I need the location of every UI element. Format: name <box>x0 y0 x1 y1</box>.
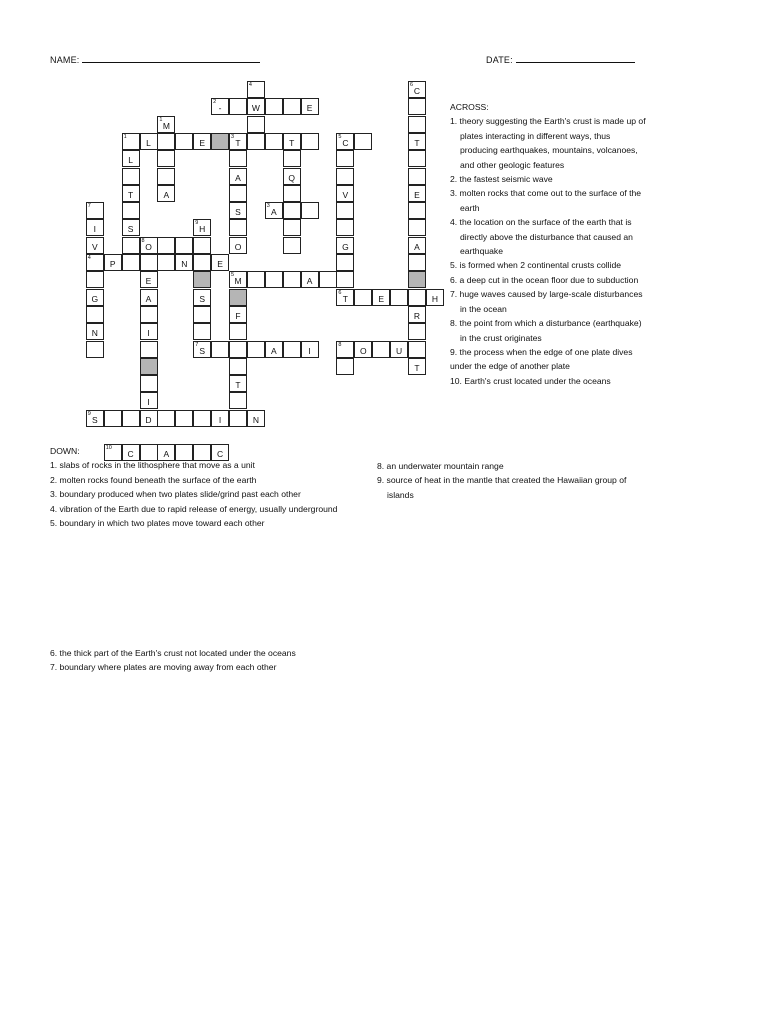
crossword-cell[interactable] <box>265 98 283 115</box>
cell-letter: E <box>217 259 223 269</box>
crossword-cell[interactable] <box>140 306 158 323</box>
crossword-cell[interactable] <box>283 150 301 167</box>
crossword-cell[interactable] <box>193 133 211 150</box>
cell-letter: H <box>199 224 206 235</box>
cell-letter: C <box>413 86 421 96</box>
cell-letter: A <box>163 449 170 460</box>
crossword-cell[interactable] <box>319 271 337 288</box>
clue-line: 7. huge waves caused by large-scale disturbances <box>450 289 643 300</box>
cell-letter: T <box>414 137 420 148</box>
clue-line: 9. source of heat in the mantle that created the Hawaiian group of <box>377 475 627 486</box>
cell-letter: T <box>235 137 241 148</box>
crossword-cell[interactable] <box>372 289 390 306</box>
crossword-cell[interactable] <box>122 237 140 254</box>
cell-number: 7 <box>87 203 91 210</box>
cell-letter: F <box>235 310 241 321</box>
down-clues-right <box>377 459 677 502</box>
crossword-cell[interactable] <box>301 341 319 358</box>
crossword-cell[interactable] <box>229 168 247 185</box>
crossword-cell[interactable] <box>140 392 158 409</box>
crossword-cell[interactable] <box>157 168 175 185</box>
clue-line: 1. slabs of rocks in the lithosphere that move as a unit <box>50 460 255 471</box>
clue-line: 8. the point from which a disturbance (earthquake) <box>450 318 642 329</box>
cell-letter: I <box>93 224 96 235</box>
cell-letter: O <box>359 345 367 356</box>
crossword-cell[interactable] <box>140 410 158 427</box>
crossword-cell[interactable] <box>336 341 354 358</box>
crossword-cell[interactable] <box>354 341 372 358</box>
cell-letter: U <box>396 345 403 356</box>
cell-letter: G <box>342 241 349 252</box>
cell-letter: M <box>162 120 170 131</box>
shaded-cell <box>211 133 229 150</box>
cell-letter: N <box>181 259 188 269</box>
crossword-cell[interactable] <box>426 289 444 306</box>
crossword-cell[interactable] <box>336 254 354 271</box>
crossword-cell[interactable] <box>193 237 211 254</box>
crossword-cell[interactable] <box>301 98 319 115</box>
crossword-cell[interactable] <box>265 133 283 150</box>
crossword-cell[interactable] <box>408 185 426 202</box>
crossword-cell[interactable] <box>175 254 193 271</box>
crossword-cell[interactable] <box>301 133 319 150</box>
cell-letter: E <box>378 293 385 304</box>
cell-letter: T <box>342 293 348 304</box>
cell-letter: C <box>127 449 134 460</box>
crossword-cell[interactable] <box>301 271 319 288</box>
crossword-cell[interactable] <box>408 133 426 150</box>
cell-number: 3 <box>266 203 270 210</box>
crossword-cell[interactable] <box>157 133 175 150</box>
crossword-cell[interactable] <box>193 219 211 236</box>
cell-letter: N <box>91 328 98 339</box>
crossword-cell[interactable] <box>157 185 175 202</box>
crossword-cell[interactable] <box>193 289 211 306</box>
clue-line: 2. the fastest seismic wave <box>450 174 553 185</box>
crossword-cell[interactable] <box>140 271 158 288</box>
clue-line: and other geologic features <box>460 159 565 170</box>
cell-letter: E <box>199 137 206 148</box>
crossword-cell[interactable] <box>229 98 247 115</box>
crossword-cell[interactable] <box>390 341 408 358</box>
crossword-cell[interactable] <box>229 202 247 219</box>
cell-letter: A <box>163 189 170 200</box>
cell-number: 5 <box>338 133 342 140</box>
clue-line: 3. boundary produced when two plates slide/grind past each other <box>50 489 301 500</box>
cell-number: 8 <box>141 237 145 244</box>
shaded-cell <box>140 358 158 375</box>
cell-letter: O <box>145 241 152 252</box>
crossword-cell[interactable] <box>157 254 175 271</box>
clue-line: producing earthquakes, mountains, volcanoes, <box>460 145 638 156</box>
crossword-cell[interactable] <box>229 341 247 358</box>
cell-letter: I <box>147 328 150 339</box>
clue-line: 8. an underwater mountain range <box>377 461 504 471</box>
crossword-cell[interactable] <box>175 237 193 254</box>
crossword-cell[interactable] <box>408 237 426 254</box>
crossword-cell[interactable] <box>229 133 247 150</box>
crossword-cell[interactable] <box>247 410 265 427</box>
crossword-cell[interactable] <box>229 306 247 323</box>
crossword-cell[interactable] <box>390 289 408 306</box>
crossword-cell[interactable] <box>211 410 229 427</box>
crossword-cell[interactable] <box>157 410 175 427</box>
crossword-cell[interactable] <box>283 133 301 150</box>
crossword-cell[interactable] <box>211 341 229 358</box>
crossword-cell[interactable] <box>408 323 426 340</box>
crossword-cell[interactable] <box>229 150 247 167</box>
crossword-cell[interactable] <box>408 168 426 185</box>
crossword-cell[interactable] <box>140 375 158 392</box>
crossword-cell[interactable] <box>408 81 426 98</box>
shaded-cell <box>193 271 211 288</box>
cell-letter: A <box>145 293 152 304</box>
crossword-cell[interactable] <box>336 358 354 375</box>
cell-letter: C <box>342 137 349 148</box>
cell-letter: A <box>306 276 313 287</box>
crossword-cell[interactable] <box>86 289 104 306</box>
clue-line: in the ocean <box>460 303 507 314</box>
clue-line: earthquake <box>460 246 504 257</box>
crossword-cell[interactable] <box>229 358 247 375</box>
crossword-cell[interactable] <box>122 410 140 427</box>
cell-letter: V <box>91 241 98 252</box>
clue-line: in the crust originates <box>460 332 542 343</box>
cell-letter: G <box>91 293 99 304</box>
crossword-cell[interactable] <box>211 254 229 271</box>
down-heading: DOWN: <box>50 446 80 456</box>
cell-letter: S <box>127 224 134 235</box>
crossword-cell[interactable] <box>408 116 426 133</box>
crossword-cell[interactable] <box>301 202 319 219</box>
clue-line: plates interacting in different ways, thus <box>460 130 611 141</box>
shaded-cell <box>229 289 247 306</box>
clue-line: islands <box>387 489 414 500</box>
crossword-cell[interactable] <box>104 254 122 271</box>
cell-letter: T <box>414 362 420 373</box>
clue-line: 9. the process when the edge of one plate dives <box>450 346 633 357</box>
cell-number: 2 <box>213 99 217 106</box>
crossword-cell[interactable] <box>247 98 265 115</box>
crossword-cell[interactable] <box>408 341 426 358</box>
crossword-cell[interactable] <box>140 323 158 340</box>
crossword-cell[interactable] <box>122 202 140 219</box>
crossword-cell[interactable] <box>122 133 140 150</box>
crossword-cell[interactable] <box>283 219 301 236</box>
cell-number: 9 <box>87 410 91 417</box>
cell-letter: A <box>270 345 277 356</box>
cell-letter: N <box>252 414 259 425</box>
crossword-cell[interactable] <box>86 306 104 323</box>
cell-letter: S <box>235 207 241 218</box>
clue-line: 3. molten rocks that come out to the surface of the <box>450 188 642 199</box>
clue-line: 4. the location on the surface of the earth that is <box>450 217 632 228</box>
crossword-cell[interactable] <box>336 219 354 236</box>
crossword-cell[interactable] <box>211 98 229 115</box>
crossword-cell[interactable] <box>104 410 122 427</box>
clue-line: 6. the thick part of the Earth's crust not located under the oceans <box>50 648 296 658</box>
crossword-cell[interactable] <box>193 341 211 358</box>
crossword-cell[interactable] <box>122 168 140 185</box>
crossword-cell[interactable] <box>247 271 265 288</box>
crossword-cell[interactable] <box>229 323 247 340</box>
cell-letter: C <box>217 449 224 460</box>
crossword-cell[interactable] <box>336 150 354 167</box>
crossword-cell[interactable] <box>336 133 354 150</box>
crossword-cell[interactable] <box>283 185 301 202</box>
crossword-cell[interactable] <box>408 358 426 375</box>
cell-letter: - <box>218 103 222 114</box>
cell-letter: I <box>308 345 311 356</box>
crossword-cell[interactable] <box>229 410 247 427</box>
crossword-cell[interactable] <box>408 289 426 306</box>
crossword-cell[interactable] <box>336 168 354 185</box>
crossword-cell[interactable] <box>140 133 158 150</box>
crossword-cell[interactable] <box>229 237 247 254</box>
crossword-cell[interactable] <box>408 202 426 219</box>
cell-letter: H <box>431 293 438 304</box>
crossword-cell[interactable] <box>283 168 301 185</box>
crossword-cell[interactable] <box>86 410 104 427</box>
crossword-cell[interactable] <box>157 116 175 133</box>
crossword-cell[interactable] <box>336 271 354 288</box>
crossword-cell[interactable] <box>283 271 301 288</box>
crossword-cell[interactable] <box>122 219 140 236</box>
crossword-cell[interactable] <box>336 237 354 254</box>
cell-letter: P <box>109 259 116 269</box>
clue-line: 2. molten rocks found beneath the surface of the earth <box>50 474 257 485</box>
cell-number: 4 <box>87 255 91 261</box>
cell-letter: W <box>251 103 260 114</box>
crossword-cell[interactable] <box>283 237 301 254</box>
crossword-cell[interactable] <box>193 254 211 271</box>
crossword-cell[interactable] <box>247 133 265 150</box>
crossword-cell[interactable] <box>86 237 104 254</box>
clue-line: 7. boundary where plates are moving away from each other <box>50 662 277 673</box>
clue-line: 6. a deep cut in the ocean floor due to subduction <box>450 274 639 285</box>
crossword-cell[interactable] <box>86 219 104 236</box>
crossword-cell[interactable] <box>247 116 265 133</box>
cell-letter: Q <box>288 172 295 183</box>
crossword-cell[interactable] <box>408 306 426 323</box>
clue-line: 1. theory suggesting the Earth's crust is made up of <box>450 116 646 127</box>
crossword-cell[interactable] <box>408 219 426 236</box>
cell-letter: T <box>127 189 134 200</box>
name-label: NAME: <box>50 55 80 65</box>
crossword-cell[interactable] <box>265 341 283 358</box>
cell-letter: S <box>199 293 206 304</box>
crossword-cell[interactable] <box>193 306 211 323</box>
crossword-cell[interactable] <box>86 271 104 288</box>
crossword-cell[interactable] <box>175 133 193 150</box>
crossword-cell[interactable] <box>229 375 247 392</box>
cell-letter: A <box>235 172 241 183</box>
cell-number: 4 <box>248 82 252 88</box>
down-clues <box>50 444 390 530</box>
cell-letter: A <box>270 207 277 218</box>
across-heading: ACROSS: <box>450 102 489 112</box>
crossword-cell[interactable] <box>283 98 301 115</box>
cell-letter: A <box>414 241 420 252</box>
crossword-cell[interactable] <box>283 202 301 219</box>
down-clues-bottom <box>50 646 390 675</box>
cell-number: 9 <box>195 220 199 227</box>
cell-letter: O <box>234 241 242 252</box>
across-clues <box>450 100 750 388</box>
cell-number: 3 <box>231 133 235 140</box>
crossword-cell[interactable] <box>193 410 211 427</box>
cell-number: 6 <box>338 289 342 296</box>
shaded-cell <box>408 271 426 288</box>
clue-line: 4. vibration of the Earth due to rapid release of energy, usually underground <box>50 503 338 514</box>
clue-line: directly above the disturbance that caused an <box>460 231 633 242</box>
cell-letter: V <box>342 189 349 200</box>
crossword-cell[interactable] <box>122 185 140 202</box>
date-label: DATE: <box>486 55 513 65</box>
crossword-cell[interactable] <box>122 150 140 167</box>
cell-letter: D <box>145 414 152 425</box>
cell-number: 7 <box>195 341 199 348</box>
cell-number: 6 <box>410 82 414 88</box>
crossword-cell[interactable] <box>229 271 247 288</box>
crossword-cell[interactable] <box>140 254 158 271</box>
crossword-cell[interactable] <box>86 254 104 271</box>
crossword-cell[interactable] <box>193 323 211 340</box>
cell-letter: S <box>91 414 98 425</box>
crossword-cell[interactable] <box>247 81 265 98</box>
crossword-cell[interactable] <box>86 202 104 219</box>
cell-letter: I <box>218 414 222 425</box>
clue-line: 10. Earth's crust located under the oceans <box>450 375 611 386</box>
cell-letter: E <box>306 103 313 114</box>
cell-letter: L <box>128 155 133 166</box>
crossword-cell[interactable] <box>354 289 372 306</box>
crossword-cell[interactable] <box>408 98 426 115</box>
cell-number: 5 <box>231 272 235 279</box>
crossword-cell[interactable] <box>265 271 283 288</box>
cell-letter: M <box>234 276 242 287</box>
clue-line: under the edge of another plate <box>450 361 570 372</box>
cell-letter: L <box>146 137 151 148</box>
crossword-cell[interactable] <box>408 254 426 271</box>
cell-number: 8 <box>338 341 342 348</box>
crossword-cell[interactable] <box>175 410 193 427</box>
crossword-cell[interactable] <box>86 341 104 358</box>
cell-number: 10 <box>105 445 112 452</box>
crossword-cell[interactable] <box>283 341 301 358</box>
crossword-cell[interactable] <box>265 202 283 219</box>
crossword-cell[interactable] <box>336 202 354 219</box>
crossword-cell[interactable] <box>408 150 426 167</box>
crossword-cell[interactable] <box>86 323 104 340</box>
crossword-cell[interactable] <box>229 185 247 202</box>
crossword-cell[interactable] <box>157 150 175 167</box>
cell-letter: E <box>145 276 152 287</box>
clue-line: earth <box>460 202 480 213</box>
cell-number: 1 <box>159 116 163 123</box>
cell-letter: T <box>289 137 295 148</box>
clue-line: 5. is formed when 2 continental crusts collide <box>450 260 622 271</box>
cell-letter: I <box>147 397 150 408</box>
clue-line: 5. boundary in which two plates move toward each other <box>50 518 265 529</box>
crossword-cell[interactable] <box>247 341 265 358</box>
crossword-cell[interactable] <box>336 185 354 202</box>
crossword-cell[interactable] <box>140 289 158 306</box>
cell-letter: S <box>199 345 206 356</box>
cell-letter: R <box>413 310 421 321</box>
cell-letter: E <box>414 189 420 200</box>
crossword-cell[interactable] <box>229 219 247 236</box>
crossword-cell[interactable] <box>354 133 372 150</box>
crossword-cell[interactable] <box>122 254 140 271</box>
cell-letter: T <box>235 380 241 391</box>
crossword-cell[interactable] <box>140 237 158 254</box>
crossword-cell[interactable] <box>157 237 175 254</box>
crossword-cell[interactable] <box>336 289 354 306</box>
crossword-cell[interactable] <box>372 341 390 358</box>
crossword-cell[interactable] <box>140 341 158 358</box>
cell-number: 1 <box>123 133 127 140</box>
crossword-cell[interactable] <box>229 392 247 409</box>
